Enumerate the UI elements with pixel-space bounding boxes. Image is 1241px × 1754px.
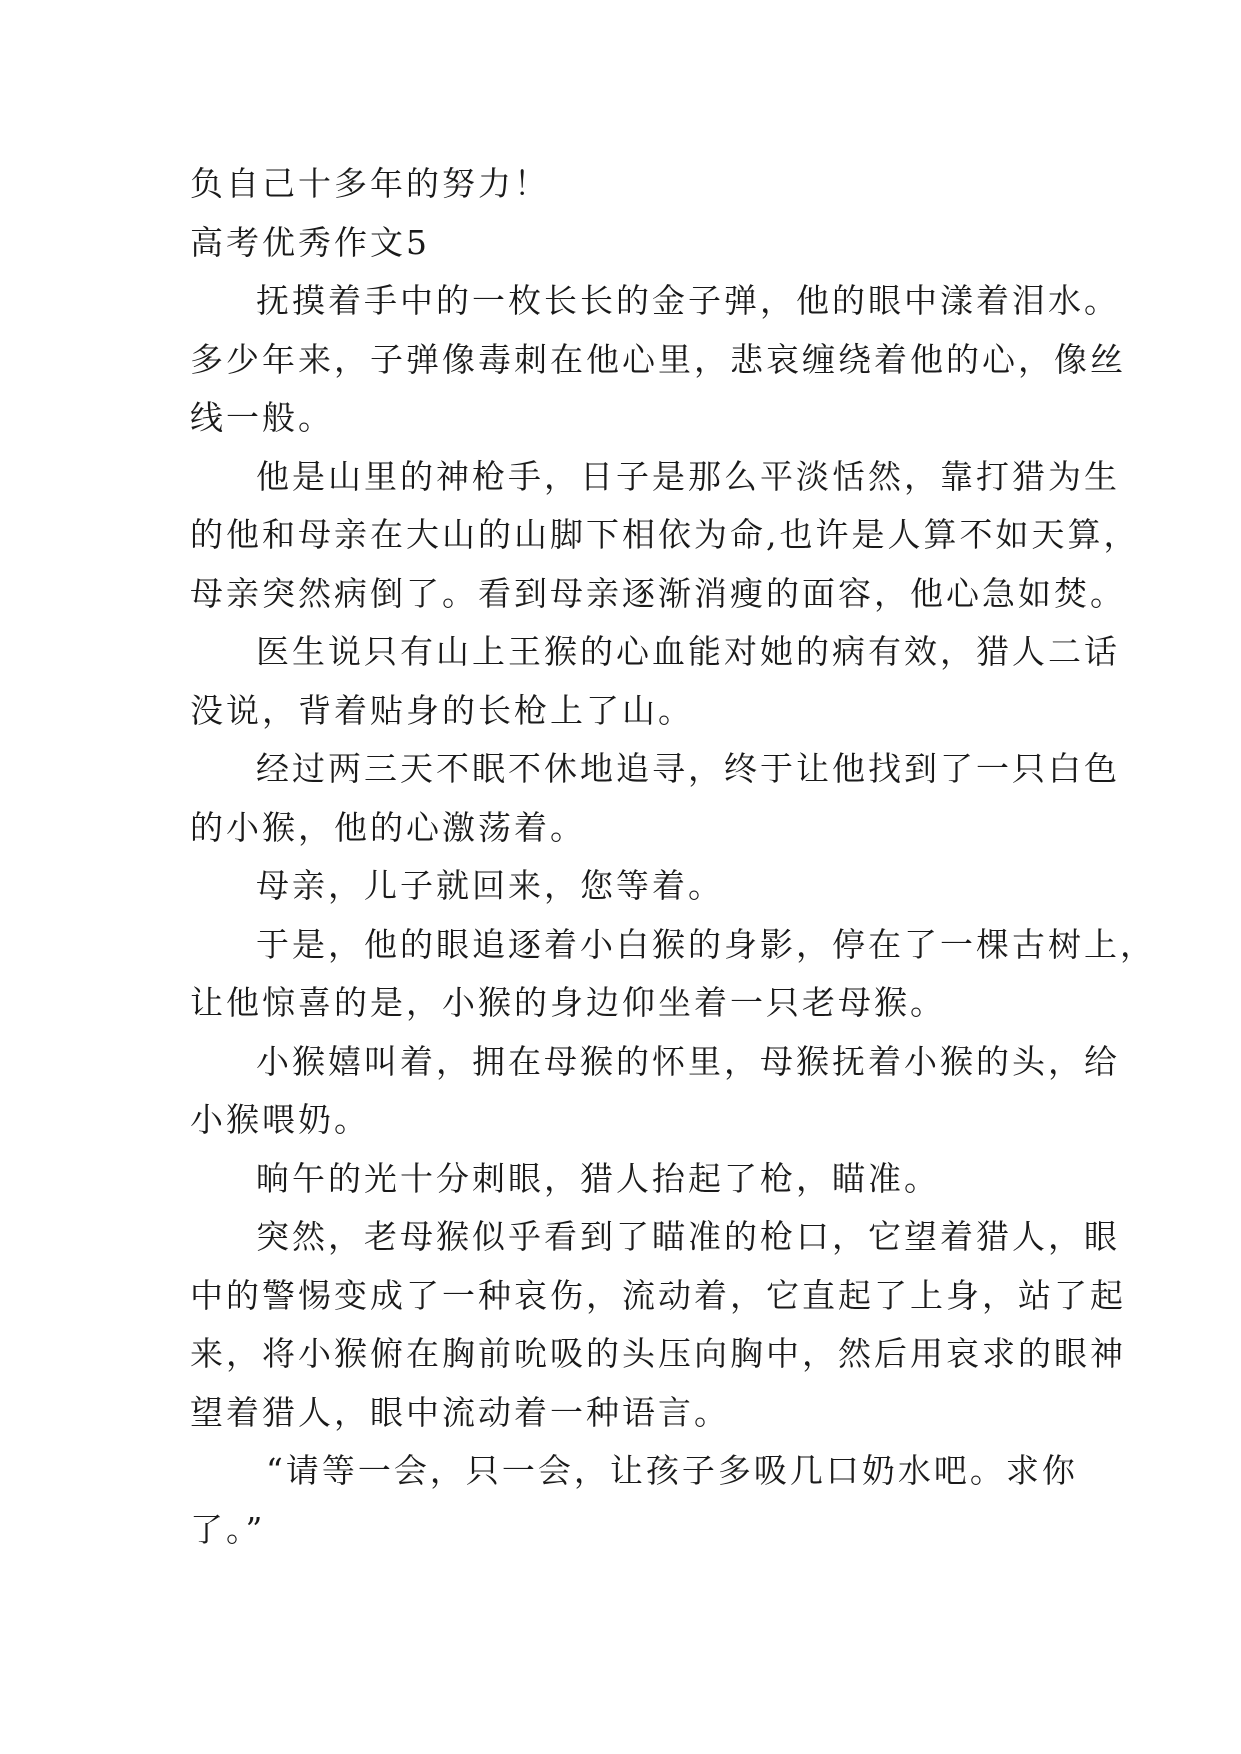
text-line: 母亲，儿子就回来，您等着。 — [256, 866, 724, 905]
text-line: 来，将小猴俯在胸前吮吸的头压向胸中，然后用哀求的眼神 — [190, 1334, 1126, 1373]
essay-title: 高考优秀作文5 — [190, 222, 430, 262]
text-line: 抚摸着手中的一枚长长的金子弹，他的眼中漾着泪水。 — [256, 281, 1120, 320]
essay-text — [190, 155, 1156, 1559]
text-line: 的小猴，他的心激荡着。 — [190, 807, 586, 847]
text-line: 经过两三天不眠不休地追寻，终于让他找到了一只白色 — [256, 749, 1120, 788]
text-line: 的他和母亲在大山的山脚下相依为命,也许是人算不如天算， — [190, 515, 1140, 554]
text-line: 线一般。 — [190, 398, 334, 437]
text-line: 没说，背着贴身的长枪上了山。 — [190, 690, 694, 730]
text-line: 突然，老母猴似乎看到了瞄准的枪口，它望着猎人，眼 — [256, 1217, 1120, 1256]
text-line: 了。” — [190, 1509, 266, 1549]
text-line: 让他惊喜的是，小猴的身边仰坐着一只老母猴。 — [190, 983, 946, 1022]
text-line: 晌午的光十分刺眼，猎人抬起了枪，瞄准。 — [256, 1158, 940, 1198]
text-line: 医生说只有山上王猴的心血能对她的病有效，猎人二话 — [256, 632, 1120, 671]
text-line: 小猴嬉叫着，拥在母猴的怀里，母猴抚着小猴的头，给 — [256, 1041, 1120, 1081]
text-line: 负自己十多年的努力！ — [190, 164, 550, 203]
text-line: 望着猎人，眼中流动着一种语言。 — [190, 1392, 730, 1432]
text-line: 于是，他的眼追逐着小白猴的身影，停在了一棵古树上， — [256, 924, 1156, 964]
text-line: “请等一会，只一会，让孩子多吸几口奶水吧。求你 — [266, 1451, 1078, 1490]
text-line: 多少年来，子弹像毒刺在他心里，悲哀缠绕着他的心，像丝 — [190, 339, 1126, 379]
text-line: 他是山里的神枪手，日子是那么平淡恬然，靠打猎为生 — [256, 456, 1120, 496]
text-line: 母亲突然病倒了。看到母亲逐渐消瘦的面容，他心急如焚。 — [190, 573, 1126, 613]
text-line: 中的警惕变成了一种哀伤，流动着，它直起了上身，站了起 — [190, 1275, 1126, 1315]
text-line: 小猴喂奶。 — [190, 1100, 370, 1139]
